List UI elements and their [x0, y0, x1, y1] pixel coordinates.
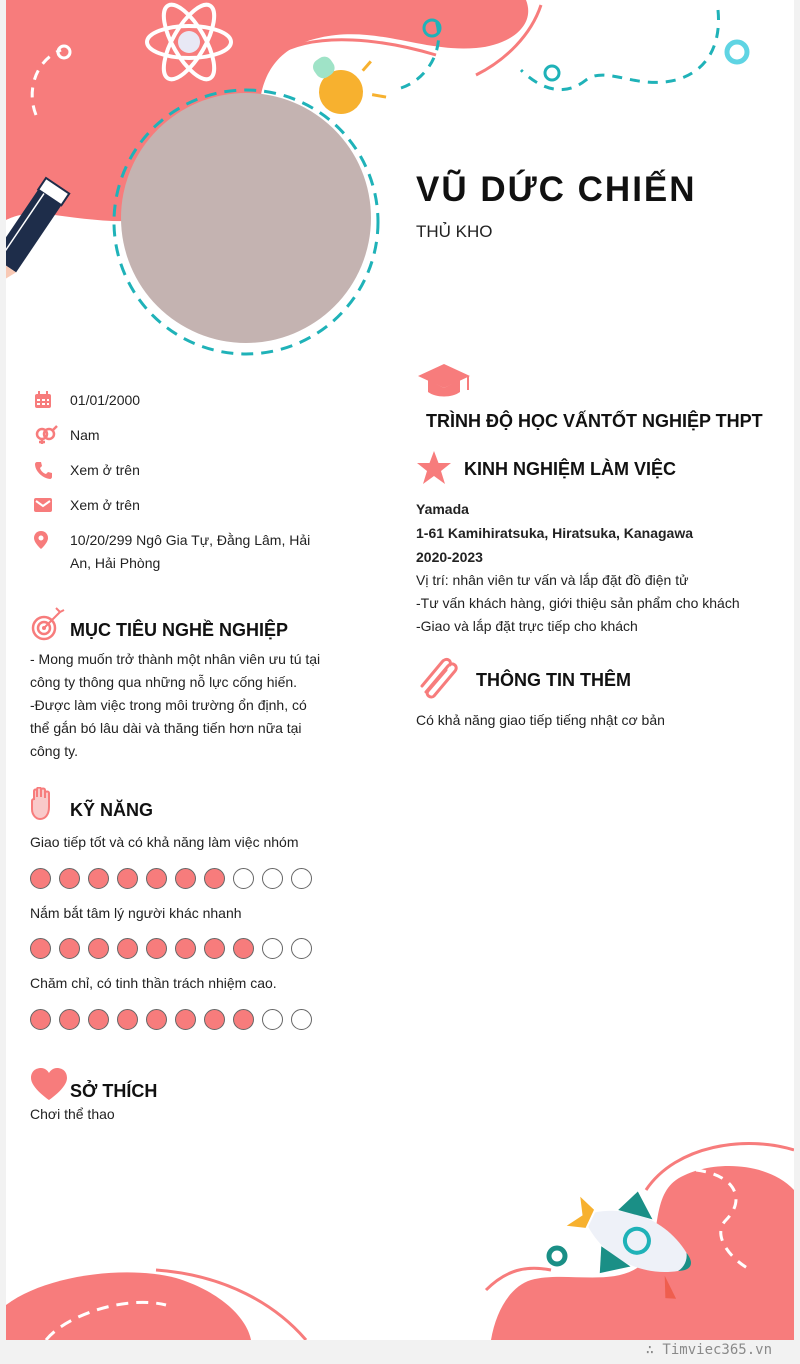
rating-dot-filled: [88, 868, 109, 889]
gender-icon: [32, 424, 70, 446]
additional-text: Có khả năng giao tiếp tiếng nhật cơ bản: [416, 712, 665, 728]
rating-dot-filled: [204, 868, 225, 889]
address-value: [70, 529, 320, 575]
target-icon: [30, 606, 66, 642]
graduation-cap-icon: [416, 362, 472, 400]
phone-value: Xem ở trên: [70, 462, 140, 478]
rating-dot-filled: [146, 1009, 167, 1030]
rating-dot-filled: [175, 1009, 196, 1030]
skill-rating: [30, 1009, 312, 1030]
email-value: Xem ở trên: [70, 497, 140, 513]
experience-company: Yamada: [416, 501, 469, 517]
rating-dot-filled: [204, 938, 225, 959]
rating-dot-filled: [117, 938, 138, 959]
skill-name: Chăm chỉ, có tinh thần trách nhiệm cao.: [30, 975, 277, 991]
rating-dot-filled: [175, 868, 196, 889]
rating-dot-empty: [262, 938, 283, 959]
rating-dot-empty: [291, 1009, 312, 1030]
profile-photo: [121, 93, 371, 343]
footer-decoration: [6, 1130, 794, 1340]
experience-address: 1-61 Kamihiratsuka, Hiratsuka, Kanagawa: [416, 525, 694, 541]
objective-line: công ty.: [30, 743, 78, 759]
rating-dot-empty: [291, 938, 312, 959]
skill-rating: [30, 938, 312, 959]
cv-page: [6, 0, 794, 1340]
gender-value: Nam: [70, 427, 100, 443]
address-line-2: An, Hải Phòng: [70, 555, 161, 571]
rating-dot-empty: [262, 1009, 283, 1030]
paperclip-icon: [416, 656, 462, 700]
skill-name: Nắm bắt tâm lý người khác nhanh: [30, 905, 242, 921]
experience-title: KINH NGHIỆM LÀM VIỆC: [464, 459, 677, 479]
experience-detail: Vị trí: nhân viên tư vấn và lắp đặt đồ điện tử: [416, 572, 689, 588]
rating-dot-empty: [233, 868, 254, 889]
skills-title: KỸ NĂNG: [70, 800, 154, 820]
hobbies-title: SỞ THÍCH: [70, 1081, 158, 1101]
experience-detail: -Tư vấn khách hàng, giới thiệu sản phẩm cho khách: [416, 595, 740, 611]
rating-dot-filled: [88, 938, 109, 959]
email-row: [32, 494, 140, 517]
location-icon: [32, 529, 70, 551]
phone-row: [32, 459, 140, 482]
calendar-icon: [32, 389, 70, 411]
job-title: THỦ KHO: [416, 222, 493, 241]
rating-dot-filled: [30, 868, 51, 889]
brand-watermark: ∴ Timviec365.vn: [645, 1342, 772, 1358]
rating-dot-empty: [262, 868, 283, 889]
rating-dot-filled: [59, 938, 80, 959]
rating-dot-filled: [117, 868, 138, 889]
hobbies-text: Chơi thể thao: [30, 1106, 115, 1122]
objective-text: [30, 648, 322, 763]
address-line-1: 10/20/299 Ngô Gia Tự, Đằng Lâm, Hải: [70, 532, 311, 548]
birthday-row: [32, 389, 140, 412]
objective-title: MỤC TIÊU NGHỀ NGHIỆP: [70, 620, 289, 640]
hand-icon: [30, 787, 56, 821]
rating-dot-filled: [30, 1009, 51, 1030]
skill-name: Giao tiếp tốt và có khả năng làm việc nhóm: [30, 834, 299, 850]
rating-dot-filled: [30, 938, 51, 959]
objective-line: thể gắn bó lâu dài và thăng tiến hơn nữa tại: [30, 720, 302, 736]
email-icon: [32, 494, 70, 516]
objective-line: -Được làm việc trong môi trường ổn định, có: [30, 697, 307, 713]
candidate-name: VŨ DỨC CHIẾN: [416, 170, 697, 209]
address-row: [32, 529, 320, 575]
additional-title: THÔNG TIN THÊM: [476, 670, 631, 690]
experience-period: 2020-2023: [416, 549, 483, 565]
rating-dot-filled: [117, 1009, 138, 1030]
rating-dot-filled: [233, 938, 254, 959]
gender-row: [32, 424, 100, 447]
rating-dot-filled: [146, 868, 167, 889]
objective-line: công ty thông qua những nỗ lực cống hiến.: [30, 674, 298, 690]
rating-dot-filled: [59, 868, 80, 889]
rating-dot-filled: [59, 1009, 80, 1030]
rating-dot-filled: [88, 1009, 109, 1030]
rating-dot-filled: [146, 938, 167, 959]
rating-dot-empty: [291, 868, 312, 889]
objective-line: - Mong muốn trở thành một nhân viên ưu tú tại: [30, 651, 321, 667]
rating-dot-filled: [204, 1009, 225, 1030]
rating-dot-filled: [175, 938, 196, 959]
phone-icon: [32, 459, 70, 481]
skill-rating: [30, 868, 312, 889]
heart-icon: [30, 1067, 68, 1101]
experience-detail: -Giao và lắp đặt trực tiếp cho khách: [416, 618, 638, 634]
education-title: TRÌNH ĐỘ HỌC VẤNTỐT NGHIỆP THPT: [426, 411, 763, 431]
star-icon: [416, 450, 452, 486]
birthday-value: 01/01/2000: [70, 392, 141, 408]
rating-dot-filled: [233, 1009, 254, 1030]
